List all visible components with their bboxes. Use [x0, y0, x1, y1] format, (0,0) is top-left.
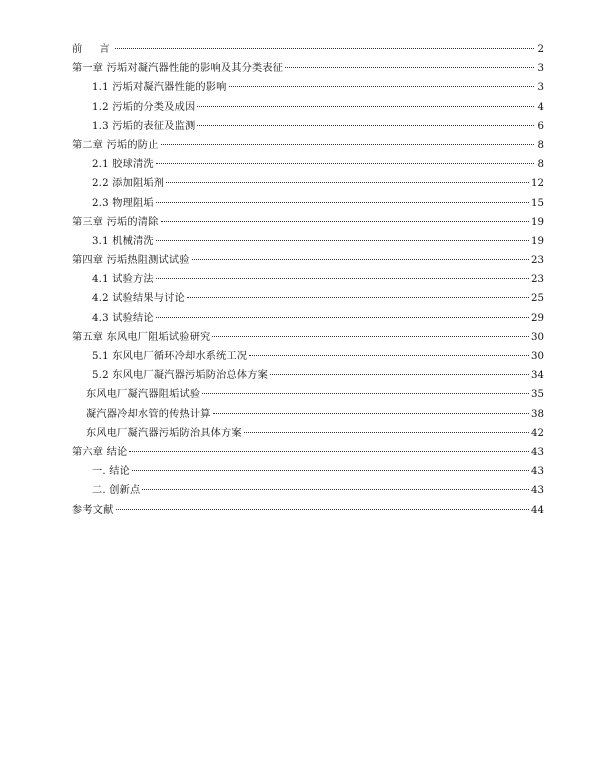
dot-leader — [187, 297, 529, 298]
dot-leader — [129, 451, 529, 452]
toc-entry[interactable] — [72, 385, 544, 404]
dot-leader — [115, 48, 534, 49]
toc-entry[interactable] — [72, 289, 544, 308]
dot-leader — [156, 240, 529, 241]
toc-entry-page-number: 3 — [537, 82, 544, 94]
dot-leader — [142, 489, 529, 490]
dot-leader — [161, 221, 529, 222]
toc-entry-page-number: 8 — [537, 159, 544, 171]
toc-entry[interactable] — [72, 136, 544, 155]
dot-leader — [156, 278, 529, 279]
toc-entry-page-number: 34 — [531, 370, 544, 382]
toc-entry[interactable] — [72, 462, 544, 481]
toc-entry[interactable] — [72, 501, 544, 520]
toc-entry-title: 2.2 添加阻垢剂 — [92, 178, 165, 190]
dot-leader — [161, 144, 534, 145]
toc-entry-page-number: 38 — [531, 408, 544, 420]
toc-entry[interactable] — [72, 213, 544, 232]
dot-leader — [192, 259, 529, 260]
toc-entry-title: 东风电厂凝汽器污垢防治具体方案 — [86, 427, 242, 439]
dot-leader — [156, 163, 534, 164]
toc-entry-page-number: 30 — [531, 351, 544, 362]
toc-entry-title: 4.1 试验方法 — [92, 274, 154, 286]
dot-leader — [270, 374, 529, 375]
toc-entry[interactable] — [72, 232, 544, 251]
table-of-contents — [72, 40, 544, 520]
toc-entry[interactable] — [72, 251, 544, 270]
toc-entry-title: 5.1 东风电厂循环冷却水系统工况 — [92, 351, 248, 362]
dot-leader — [213, 413, 529, 414]
toc-entry-title: 4.2 试验结果与讨论 — [92, 293, 185, 305]
toc-entry-title: 4.3 试验结论 — [92, 312, 154, 324]
toc-entry-title: 第二章 污垢的防止 — [72, 139, 159, 151]
toc-entry-title: 第三章 污垢的清除 — [72, 216, 159, 228]
toc-entry-page-number: 3 — [537, 63, 544, 75]
toc-entry-title: 2.1 胶球清洗 — [92, 159, 154, 171]
dot-leader — [197, 125, 534, 126]
dot-leader — [116, 509, 529, 510]
toc-entry-page-number: 42 — [531, 427, 544, 439]
toc-entry-page-number: 2 — [537, 44, 544, 55]
toc-entry[interactable] — [72, 481, 544, 500]
toc-entry-page-number: 23 — [531, 255, 544, 267]
toc-entry[interactable] — [72, 78, 544, 97]
dot-leader — [156, 317, 529, 318]
toc-entry-title: 1.2 污垢的分类及成因 — [92, 101, 196, 113]
toc-entry-title: 第六章 结论 — [72, 446, 128, 458]
toc-entry-title: 东风电厂凝汽器阻垢试验 — [86, 389, 201, 401]
toc-entry[interactable] — [72, 424, 544, 443]
toc-entry[interactable] — [72, 194, 544, 213]
toc-entry-title: 第五章 东风电厂阻垢试验研究 — [72, 331, 211, 343]
toc-entry[interactable] — [72, 59, 544, 78]
toc-entry-title: 2.3 物理阻垢 — [92, 197, 154, 209]
toc-entry-page-number: 30 — [531, 331, 544, 343]
toc-entry-page-number: 19 — [531, 216, 544, 228]
toc-entry[interactable] — [72, 40, 544, 59]
toc-entry[interactable] — [72, 155, 544, 174]
dot-leader — [132, 470, 529, 471]
toc-entry-title: 一. 结论 — [92, 466, 131, 478]
toc-entry[interactable] — [72, 366, 544, 385]
dot-leader — [197, 106, 534, 107]
toc-entry-page-number: 8 — [537, 139, 544, 151]
toc-entry[interactable] — [72, 117, 544, 136]
toc-entry-title: 前 言 — [72, 44, 114, 55]
toc-entry[interactable] — [72, 347, 544, 366]
toc-entry-page-number: 44 — [531, 504, 544, 516]
toc-entry[interactable] — [72, 98, 544, 117]
dot-leader — [249, 355, 529, 356]
toc-entry-title: 凝汽器冷却水管的传热计算 — [86, 408, 211, 420]
dot-leader — [285, 67, 534, 68]
dot-leader — [202, 393, 529, 394]
dot-leader — [229, 86, 534, 87]
dot-leader — [166, 182, 529, 183]
toc-entry[interactable] — [72, 174, 544, 193]
toc-entry-page-number: 19 — [531, 235, 544, 247]
toc-entry-title: 3.1 机械清洗 — [92, 235, 154, 247]
toc-entry-page-number: 6 — [537, 120, 544, 132]
toc-entry[interactable] — [72, 405, 544, 424]
toc-entry-page-number: 35 — [531, 389, 544, 401]
dot-leader — [156, 202, 529, 203]
toc-entry-page-number: 25 — [531, 293, 544, 305]
toc-entry-title: 1.3 污垢的表征及监测 — [92, 120, 196, 132]
dot-leader — [212, 336, 529, 337]
toc-entry-page-number: 12 — [531, 178, 544, 190]
toc-entry-page-number: 43 — [531, 446, 544, 458]
toc-entry-page-number: 43 — [531, 466, 544, 478]
toc-entry-page-number: 15 — [531, 197, 544, 209]
toc-entry[interactable] — [72, 328, 544, 347]
toc-entry-page-number: 29 — [531, 312, 544, 324]
toc-entry-title: 二. 创新点 — [92, 485, 141, 497]
dot-leader — [244, 432, 529, 433]
toc-entry-page-number: 43 — [531, 485, 544, 497]
toc-entry[interactable] — [72, 309, 544, 328]
toc-entry-page-number: 4 — [537, 101, 544, 113]
toc-entry-title: 1.1 污垢对凝汽器性能的影响 — [92, 82, 227, 94]
toc-entry[interactable] — [72, 443, 544, 462]
toc-entry-title: 第一章 污垢对凝汽器性能的影响及其分类表征 — [72, 63, 284, 75]
toc-entry-title: 5.2 东风电厂凝汽器污垢防治总体方案 — [92, 370, 269, 382]
toc-entry[interactable] — [72, 270, 544, 289]
toc-entry-title: 第四章 污垢热阻测试试验 — [72, 255, 190, 267]
toc-entry-title: 参考文献 — [72, 504, 114, 516]
toc-entry-page-number: 23 — [531, 274, 544, 286]
